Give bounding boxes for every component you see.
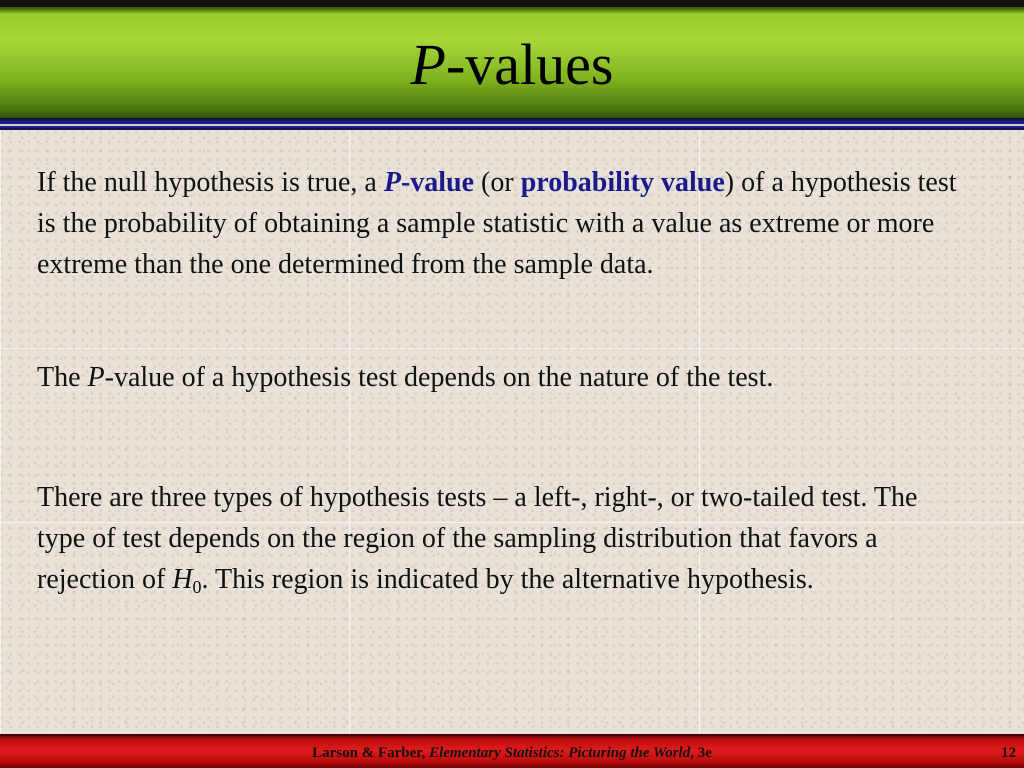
paragraph-pvalue-definition xyxy=(37,162,967,285)
para1-text-2: (or xyxy=(474,167,521,198)
paragraph-test-types xyxy=(37,477,967,600)
tile-line xyxy=(0,348,1024,349)
title-rest: -values xyxy=(445,32,614,97)
para3-text-1: There are three types of hypothesis tests – a left-, right-, or two-tailed test. The type of test depends on the region of the sampling distribution that favors a rejection of xyxy=(37,482,918,595)
h-symbol: H xyxy=(172,564,193,595)
pvalue-term-p: P xyxy=(383,167,401,198)
probability-value-term: probability value xyxy=(520,167,725,198)
pvalue-term xyxy=(384,167,474,198)
h-subscript: 0 xyxy=(192,577,202,597)
para2-text-2: -value of a hypothesis test depends on the nature of the test. xyxy=(104,362,774,393)
paragraph-pvalue-nature xyxy=(37,357,967,398)
title-divider-highlight xyxy=(0,124,1024,126)
tile-line xyxy=(0,130,1,734)
title-bar xyxy=(0,0,1024,118)
footer-authors: Larson & Farber, xyxy=(312,745,430,761)
footer-edition: , 3e xyxy=(690,745,712,761)
title-top-line xyxy=(0,0,1024,7)
pvalue-term-rest: -value xyxy=(400,167,475,198)
footer-citation xyxy=(0,744,1024,762)
para1-text-3: ) of a hypothesis test is the probability of obtaining a sample statistic with a value as extreme or more extreme than the one determined from the sample data. xyxy=(37,167,957,280)
footer-bar xyxy=(0,734,1024,768)
para2-p: P xyxy=(87,362,105,393)
para3-text-2: . This region is indicated by the alternative hypothesis. xyxy=(201,564,814,595)
title-italic-p: P xyxy=(410,32,446,97)
page-number: 12 xyxy=(1001,745,1016,761)
para2-text-1: The xyxy=(37,362,88,393)
slide-title xyxy=(0,30,1024,100)
footer-book-title: Elementary Statistics: Picturing the World xyxy=(429,745,691,761)
para1-text-1: If the null hypothesis is true, a xyxy=(37,167,384,198)
